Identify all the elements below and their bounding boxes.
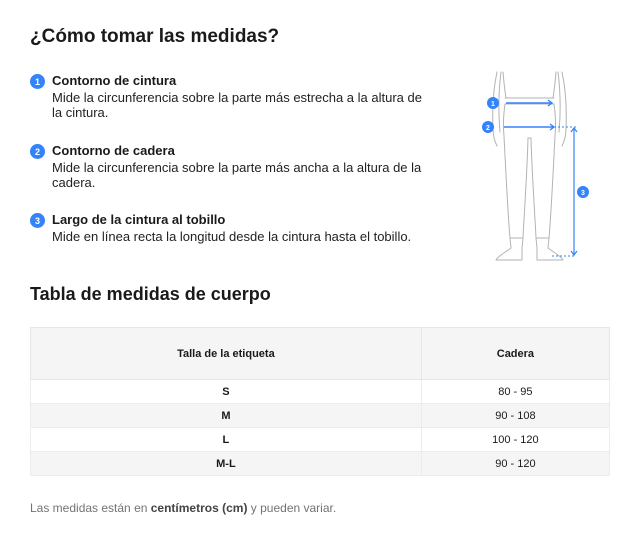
size-cell: M — [31, 404, 422, 428]
hip-cell: 80 - 95 — [421, 380, 609, 404]
svg-text:3: 3 — [581, 190, 585, 197]
step-number-badge: 3 — [30, 213, 45, 228]
table-row — [31, 428, 610, 452]
figure-marker-3 — [577, 186, 589, 198]
step-title: Contorno de cintura — [52, 73, 177, 88]
figure-marker-1 — [487, 97, 499, 109]
units-footnote — [30, 501, 336, 515]
table-row — [31, 452, 610, 476]
step-title: Contorno de cadera — [52, 143, 175, 158]
step-description: Mide la circunferencia sobre la parte más estrecha a la altura de la cintura. — [52, 90, 422, 120]
figure-marker-2 — [482, 121, 494, 133]
size-cell: S — [31, 380, 422, 404]
svg-text:2: 2 — [486, 125, 490, 132]
table-row — [31, 380, 610, 404]
column-header-size: Talla de la etiqueta — [31, 328, 422, 380]
size-table-title: Tabla de medidas de cuerpo — [30, 284, 271, 304]
table-row — [31, 404, 610, 428]
size-cell: M-L — [31, 452, 422, 476]
body-measurement-illustration — [470, 66, 600, 271]
size-table — [30, 327, 610, 476]
hip-cell: 100 - 120 — [421, 428, 609, 452]
svg-text:1: 1 — [491, 101, 495, 108]
step-description: Mide la circunferencia sobre la parte más ancha a la altura de la cadera. — [52, 160, 422, 190]
footnote-suffix: y pueden variar. — [247, 501, 337, 515]
table-header-row — [31, 328, 610, 380]
step-title: Largo de la cintura al tobillo — [52, 212, 226, 227]
footnote-prefix: Las medidas están en — [30, 501, 151, 515]
step-number-badge: 1 — [30, 74, 45, 89]
trousers-figure-icon — [470, 66, 600, 271]
hip-cell: 90 - 108 — [421, 404, 609, 428]
footnote-units: centímetros (cm) — [150, 501, 248, 515]
page-title: ¿Cómo tomar las medidas? — [30, 26, 280, 47]
hip-cell: 90 - 120 — [421, 452, 609, 476]
step-description: Mide en línea recta la longitud desde la cintura hasta el tobillo. — [52, 229, 412, 244]
step-number-badge: 2 — [30, 144, 45, 159]
column-header-hip: Cadera — [421, 328, 609, 380]
size-cell: L — [31, 428, 422, 452]
